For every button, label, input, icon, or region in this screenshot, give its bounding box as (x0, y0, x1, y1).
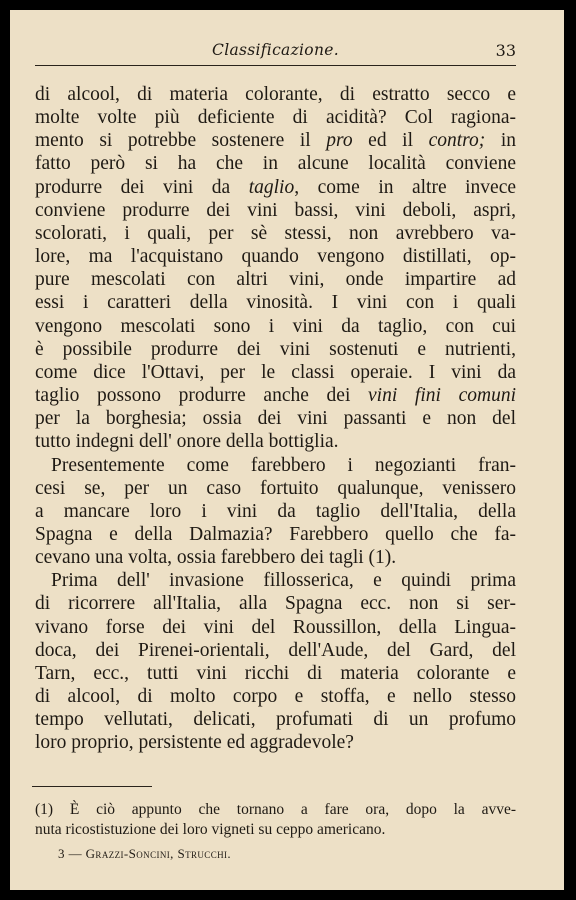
text-line (35, 268, 516, 291)
signature-number: 3 (58, 846, 65, 861)
text-segment: lore, ma l'acquistano quando vengono distillati, op- (35, 246, 516, 268)
text-segment: di alcool, di molto corpo e stoffa, e nello stesso (35, 686, 516, 708)
text-segment: Presentemente come farebbero i negozianti fran- (51, 454, 516, 476)
text-line (35, 291, 516, 314)
text-segment: in (485, 130, 517, 152)
text-line (35, 454, 516, 477)
text-line (35, 222, 516, 245)
text-line (35, 106, 516, 129)
text-segment: Tarn, ecc., tutti vini ricchi di materia colorante e (35, 662, 516, 684)
text-line (35, 477, 516, 500)
text-line (35, 430, 516, 453)
paragraph (35, 569, 516, 754)
text-segment: molte volte più deficiente di acidità? Col ragiona- (35, 107, 516, 129)
paragraph (35, 83, 516, 454)
text-segment: pure mescolati con altri vini, onde impartire ad (35, 269, 516, 291)
text-line (35, 176, 516, 199)
text-line (35, 315, 516, 338)
text-segment: loro proprio, persistente ed aggradevole? (35, 732, 354, 754)
text-line (35, 500, 516, 523)
text-segment: a mancare loro i vini da taglio dell'Italia, della (35, 500, 516, 522)
text-line (35, 407, 516, 430)
text-segment: Prima dell' invasione fillosserica, e quindi prima (51, 570, 516, 592)
signature-text: Grazzi-Soncini, Strucchi. (85, 846, 232, 861)
italic-text: contro; (428, 130, 486, 152)
text-line (35, 662, 516, 685)
text-segment: Spagna e della Dalmazia? Farebbero quello che fa- (35, 523, 516, 545)
text-line (35, 708, 516, 731)
text-segment: conviene produrre dei vini bassi, vini deboli, aspri, (35, 199, 516, 221)
running-title: Classificazione. (212, 41, 339, 59)
footnote-line: nuta ricostistuzione dei loro vigneti su ceppo americano. (35, 821, 386, 838)
text-segment: ed il (352, 130, 429, 152)
signature-dash: — (68, 846, 82, 861)
book-page (10, 10, 564, 890)
footnote-line: (1) È ciò appunto che tornano a fare ora, dopo la avve- (35, 801, 516, 818)
footnote-divider (32, 786, 152, 787)
text-line (35, 616, 516, 639)
text-line (35, 199, 516, 222)
text-segment: cesi se, per un caso fortuito qualunque, venissero (35, 477, 516, 499)
text-segment: di ricorrere all'Italia, alla Spagna ecc. non si ser- (35, 593, 516, 615)
italic-text: taglio (248, 176, 295, 198)
text-segment: tempo vellutati, delicati, profumati di un profumo (35, 709, 516, 731)
text-line (35, 592, 516, 615)
text-line (35, 523, 516, 546)
text-segment: produrre dei vini da (35, 176, 249, 198)
text-line (35, 731, 516, 754)
text-segment: scolorati, i quali, per sè stessi, non avrebbero va- (35, 222, 516, 244)
paragraph (35, 454, 516, 570)
footnote (35, 800, 516, 840)
text-segment: cevano una volta, ossia farebbero dei tagli (1). (35, 547, 397, 569)
text-segment: , come in altre invece (294, 176, 517, 198)
text-line (35, 685, 516, 708)
printer-signature (58, 846, 231, 862)
text-segment: tutto indegni dell' onore della bottiglia. (35, 431, 339, 453)
text-segment: doca, dei Pirenei-orientali, dell'Aude, del Gard, del (35, 639, 516, 661)
text-line (35, 361, 516, 384)
italic-text: pro (326, 130, 353, 152)
text-line (35, 569, 516, 592)
text-segment: fatto però si ha che in alcune località conviene (35, 153, 516, 175)
text-segment: è possibile produrre dei vini sostenuti e nutrienti, (35, 338, 516, 360)
page-header (35, 37, 516, 66)
text-line (35, 338, 516, 361)
italic-text: vini fini comuni (368, 385, 516, 407)
text-segment: mento si potrebbe sostenere il (35, 130, 327, 152)
text-line (35, 546, 516, 569)
text-line (35, 83, 516, 106)
text-segment: di alcool, di materia colorante, di estratto secco e (35, 84, 516, 105)
text-segment: vivano forse dei vini del Roussillon, della Lingua- (35, 616, 516, 638)
text-segment: taglio possono produrre anche dei (35, 385, 369, 407)
body-text (35, 83, 516, 755)
text-segment: vengono mescolati sono i vini da taglio, con cui (35, 315, 516, 337)
text-line (35, 384, 516, 407)
text-line (35, 152, 516, 175)
text-line (35, 639, 516, 662)
text-segment: essi i caratteri della vinosità. I vini con i quali (35, 292, 516, 314)
text-line (35, 245, 516, 268)
text-segment: per la borghesia; ossia dei vini passanti e non del (35, 408, 516, 430)
page-number: 33 (495, 41, 516, 60)
text-line (35, 129, 516, 152)
text-segment: come dice l'Ottavi, per le classi operaie. I vini da (35, 361, 516, 383)
